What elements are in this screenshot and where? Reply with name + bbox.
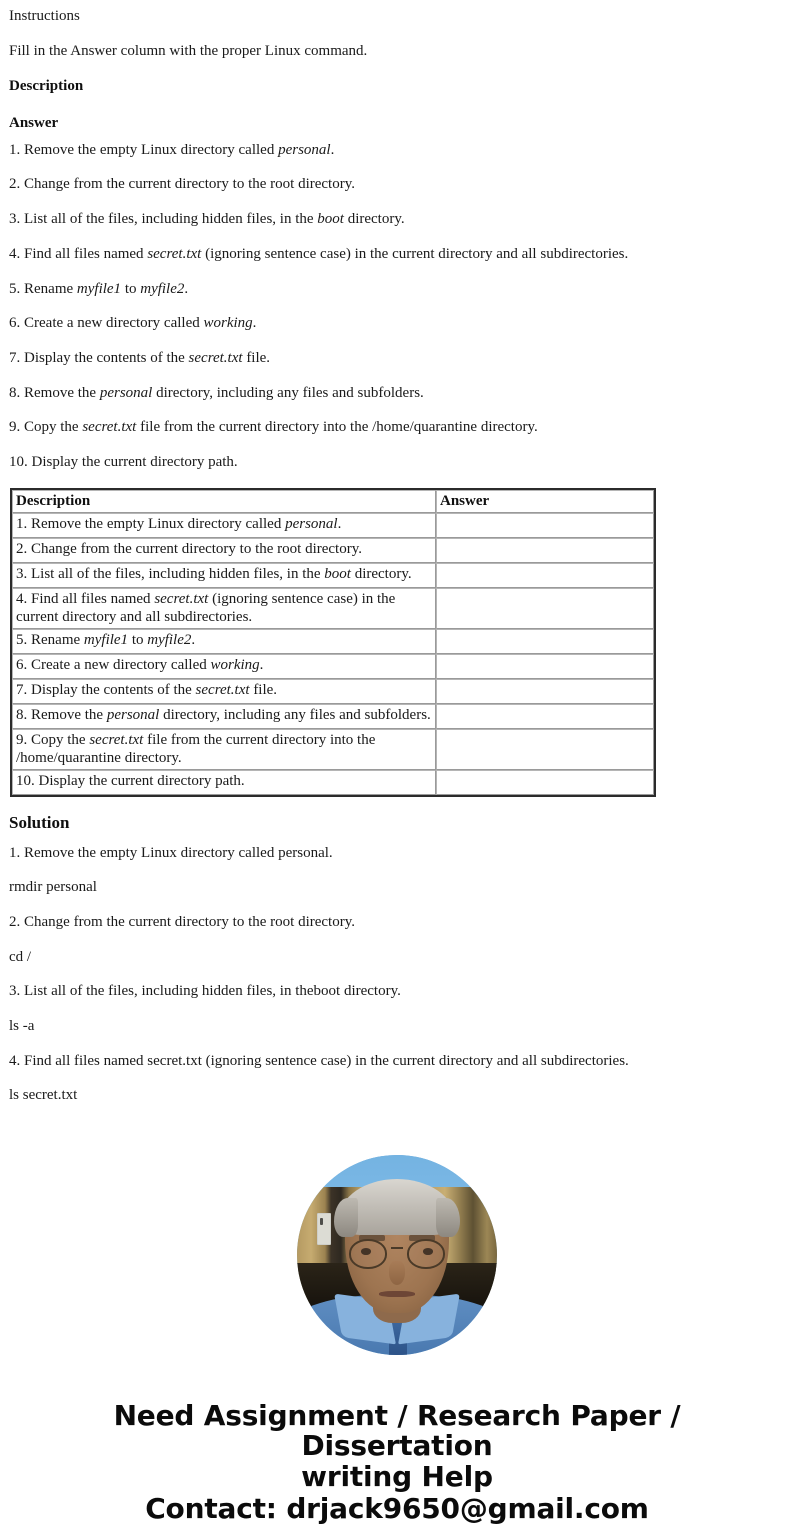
- task-item: 10. Display the current directory path.: [9, 453, 238, 470]
- worksheet-table-body: [12, 513, 654, 795]
- task-emphasis: myfile2: [140, 280, 185, 297]
- avatar-container: [0, 1155, 794, 1355]
- table-cell-description: 3. List all of the files, including hidden files, in the boot directory.: [12, 563, 436, 588]
- table-emphasis: personal: [106, 706, 160, 723]
- heading-description: Description: [9, 78, 84, 95]
- table-cell-answer[interactable]: [436, 704, 654, 729]
- solution-command: ls secret.txt: [9, 1087, 78, 1104]
- instructions-label: Instructions: [9, 8, 80, 24]
- table-emphasis: personal: [285, 515, 338, 532]
- table-row: [12, 629, 654, 654]
- table-emphasis: myfile2: [147, 631, 192, 648]
- table-emphasis: working: [210, 656, 260, 673]
- task-item: 2. Change from the current directory to the root directory.: [9, 176, 355, 193]
- solution-question: 3. List all of the files, including hidden files, in theboot directory.: [9, 983, 401, 1000]
- task-list: [0, 142, 794, 480]
- solution-list: [0, 845, 794, 1114]
- task-emphasis: myfile1: [76, 280, 122, 297]
- table-cell-description: 4. Find all files named secret.txt (ignoring sentence case) in the current directory and all subdirectories.: [12, 588, 436, 629]
- task-item: 6. Create a new directory called working.: [9, 315, 257, 332]
- task-item: 8. Remove the personal directory, including any files and subfolders.: [9, 384, 424, 401]
- table-cell-answer[interactable]: [436, 729, 654, 770]
- table-cell-description: 9. Copy the secret.txt file from the current directory into the /home/quarantine directory.: [12, 729, 436, 770]
- table-cell-answer[interactable]: [436, 563, 654, 588]
- avatar-eyeglass-bridge: [391, 1247, 403, 1249]
- table-row: [12, 538, 654, 563]
- table-cell-description: 8. Remove the personal directory, including any files and subfolders.: [12, 704, 436, 729]
- table-cell-answer[interactable]: [436, 629, 654, 654]
- table-cell-description: 6. Create a new directory called working.: [12, 654, 436, 679]
- task-emphasis: secret.txt: [147, 245, 202, 262]
- table-cell-answer[interactable]: [436, 588, 654, 629]
- promo-line-1: Need Assignment / Research Paper / Dissertation: [113, 1399, 681, 1463]
- table-emphasis: secret.txt: [154, 590, 209, 607]
- table-row: [12, 654, 654, 679]
- table-row: [12, 513, 654, 538]
- avatar: [297, 1155, 497, 1355]
- solution-question: 4. Find all files named secret.txt (ignoring sentence case) in the current directory and all subdirectories.: [9, 1052, 629, 1069]
- task-item: 3. List all of the files, including hidden files, in the boot directory.: [9, 211, 405, 228]
- column-header-answer: Answer: [436, 490, 654, 513]
- table-row: [12, 770, 654, 795]
- table-cell-description: 1. Remove the empty Linux directory called personal.: [12, 513, 436, 538]
- task-emphasis: boot: [317, 211, 344, 228]
- table-emphasis: secret.txt: [195, 681, 250, 698]
- table-cell-answer[interactable]: [436, 654, 654, 679]
- promo-line-2: writing Help: [301, 1459, 493, 1493]
- table-row: [12, 563, 654, 588]
- solution-command: ls -a: [9, 1018, 35, 1035]
- avatar-eyeglass-left: [349, 1239, 387, 1269]
- table-cell-description: 2. Change from the current directory to the root directory.: [12, 538, 436, 563]
- table-header-row: [12, 490, 654, 513]
- solution-question: 1. Remove the empty Linux directory called personal.: [9, 844, 333, 861]
- table-emphasis: boot: [324, 565, 351, 582]
- column-header-description: Description: [12, 490, 436, 513]
- task-emphasis: secret.txt: [82, 419, 137, 436]
- task-emphasis: personal: [99, 384, 153, 401]
- table-row: [12, 729, 654, 770]
- table-cell-answer[interactable]: [436, 679, 654, 704]
- task-item: 4. Find all files named secret.txt (ignoring sentence case) in the current directory and all subdirectories.: [9, 245, 629, 262]
- task-item: 5. Rename myfile1 to myfile2.: [9, 280, 189, 297]
- table-emphasis: secret.txt: [89, 731, 144, 748]
- table-cell-answer[interactable]: [436, 538, 654, 563]
- task-item: 1. Remove the empty Linux directory called personal.: [9, 141, 335, 158]
- table-cell-description: 10. Display the current directory path.: [12, 770, 436, 795]
- table-row: [12, 704, 654, 729]
- table-cell-answer[interactable]: [436, 513, 654, 538]
- table-emphasis: myfile1: [83, 631, 129, 648]
- instructions-text: Fill in the Answer column with the proper Linux command.: [9, 42, 368, 59]
- avatar-eyeglass-right: [407, 1239, 445, 1269]
- promo-footer: [0, 1401, 794, 1524]
- avatar-wall-switch: [317, 1213, 331, 1245]
- task-emphasis: working: [203, 315, 253, 332]
- table-cell-description: 7. Display the contents of the secret.txt file.: [12, 679, 436, 704]
- table-row: [12, 679, 654, 704]
- promo-contact-line: Contact: drjack9650@gmail.com: [145, 1491, 649, 1525]
- solution-command: cd /: [9, 948, 32, 965]
- task-item: 7. Display the contents of the secret.txt file.: [9, 349, 271, 366]
- worksheet-table: [10, 488, 656, 797]
- task-item: 9. Copy the secret.txt file from the current directory into the /home/quarantine directory.: [9, 419, 538, 436]
- heading-answer: Answer: [9, 115, 59, 132]
- avatar-mouth: [379, 1291, 415, 1297]
- solution-command: rmdir personal: [9, 879, 97, 896]
- table-cell-answer[interactable]: [436, 770, 654, 795]
- task-emphasis: secret.txt: [188, 349, 243, 366]
- heading-solution: Solution: [9, 812, 70, 832]
- task-emphasis: personal: [278, 141, 331, 158]
- table-row: [12, 588, 654, 629]
- solution-question: 2. Change from the current directory to the root directory.: [9, 914, 355, 931]
- avatar-nose: [389, 1261, 405, 1285]
- table-cell-description: 5. Rename myfile1 to myfile2.: [12, 629, 436, 654]
